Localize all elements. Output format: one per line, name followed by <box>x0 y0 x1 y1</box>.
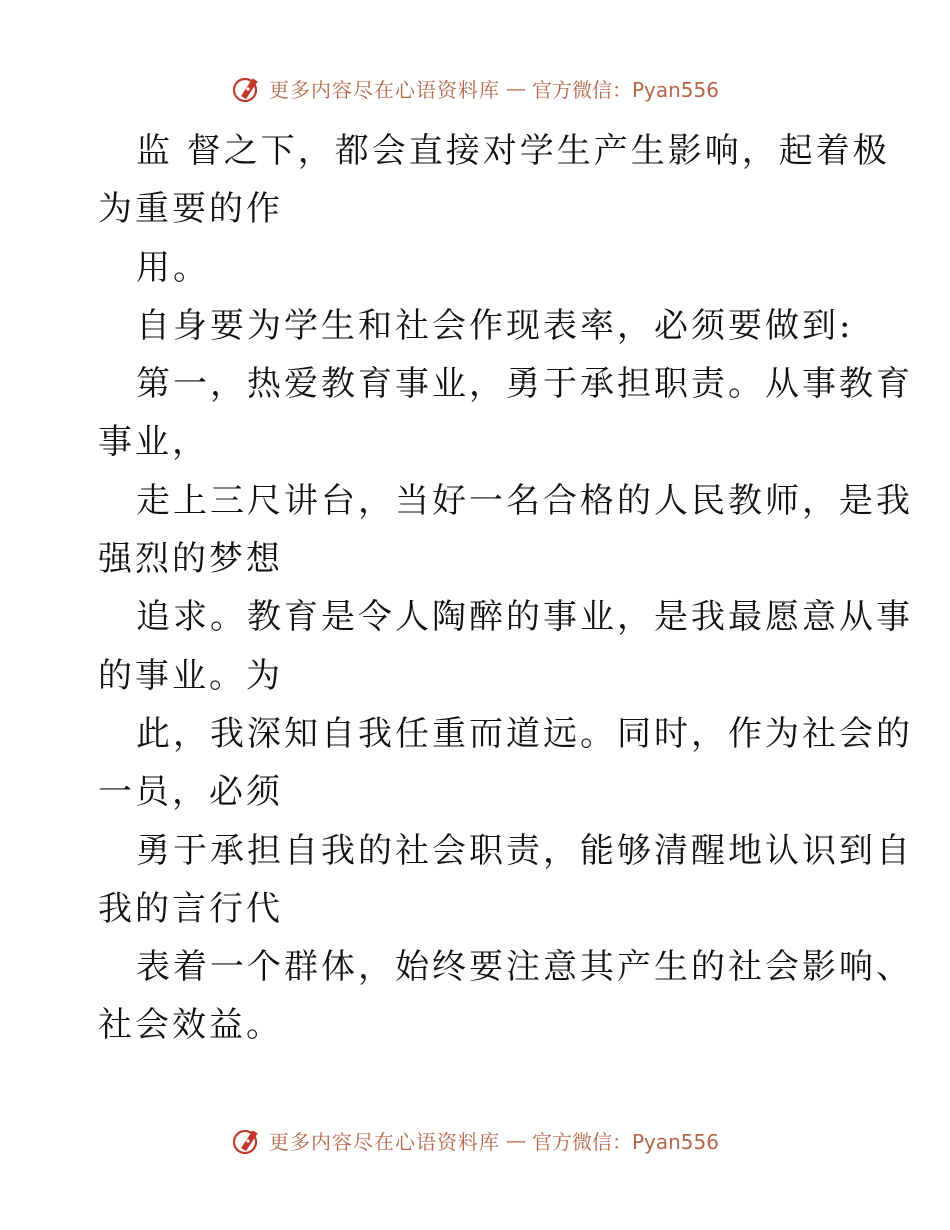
text-line: 第一，热爱教育事业，勇于承担职责。从事教育 <box>136 364 913 405</box>
text-line: 勇于承担自我的社会职责，能够清醒地认识到自 <box>136 830 913 871</box>
text-line: 此，我深知自我任重而道远。同时，作为社会的 <box>136 713 913 754</box>
footer-separator: — <box>505 1128 526 1152</box>
text-line: 走上三尺讲台，当好一名合格的人民教师，是我 <box>136 480 913 521</box>
header-site-text: 更多内容尽在心语资料库 <box>268 77 500 102</box>
text-line: 事业， <box>98 422 209 463</box>
text-line: 自身要为学生和社会作现表率，必须要做到: <box>136 305 854 346</box>
text-line: 的事业。为 <box>98 655 283 696</box>
text-line: 社会效益。 <box>98 1005 283 1046</box>
header-wechat-text: 官方微信：Pyan556 <box>531 77 719 102</box>
header-banner <box>0 68 950 108</box>
text-line: 为重要的作 <box>98 189 283 230</box>
text-line: 一员，必须 <box>98 772 283 813</box>
text-line: 用。 <box>136 247 210 288</box>
footer-banner <box>0 1120 950 1160</box>
footer-site-text: 更多内容尽在心语资料库 <box>268 1129 500 1154</box>
text-line: 我的言行代 <box>98 888 283 929</box>
text-line: 追求。教育是令人陶醉的事业，是我最愿意从事 <box>136 597 913 638</box>
document-body <box>98 122 913 1055</box>
text-line: 表着一个群体，始终要注意其产生的社会影响、 <box>136 947 913 988</box>
footer-wechat-text: 官方微信：Pyan556 <box>531 1129 719 1154</box>
text-line: 监 督之下，都会直接对学生产生影响，起着极 <box>136 131 890 171</box>
header-separator: — <box>505 76 526 100</box>
pen-nib-logo-icon <box>231 72 263 104</box>
text-line: 强烈的梦想 <box>98 539 283 580</box>
pen-nib-logo-icon <box>231 1124 263 1156</box>
